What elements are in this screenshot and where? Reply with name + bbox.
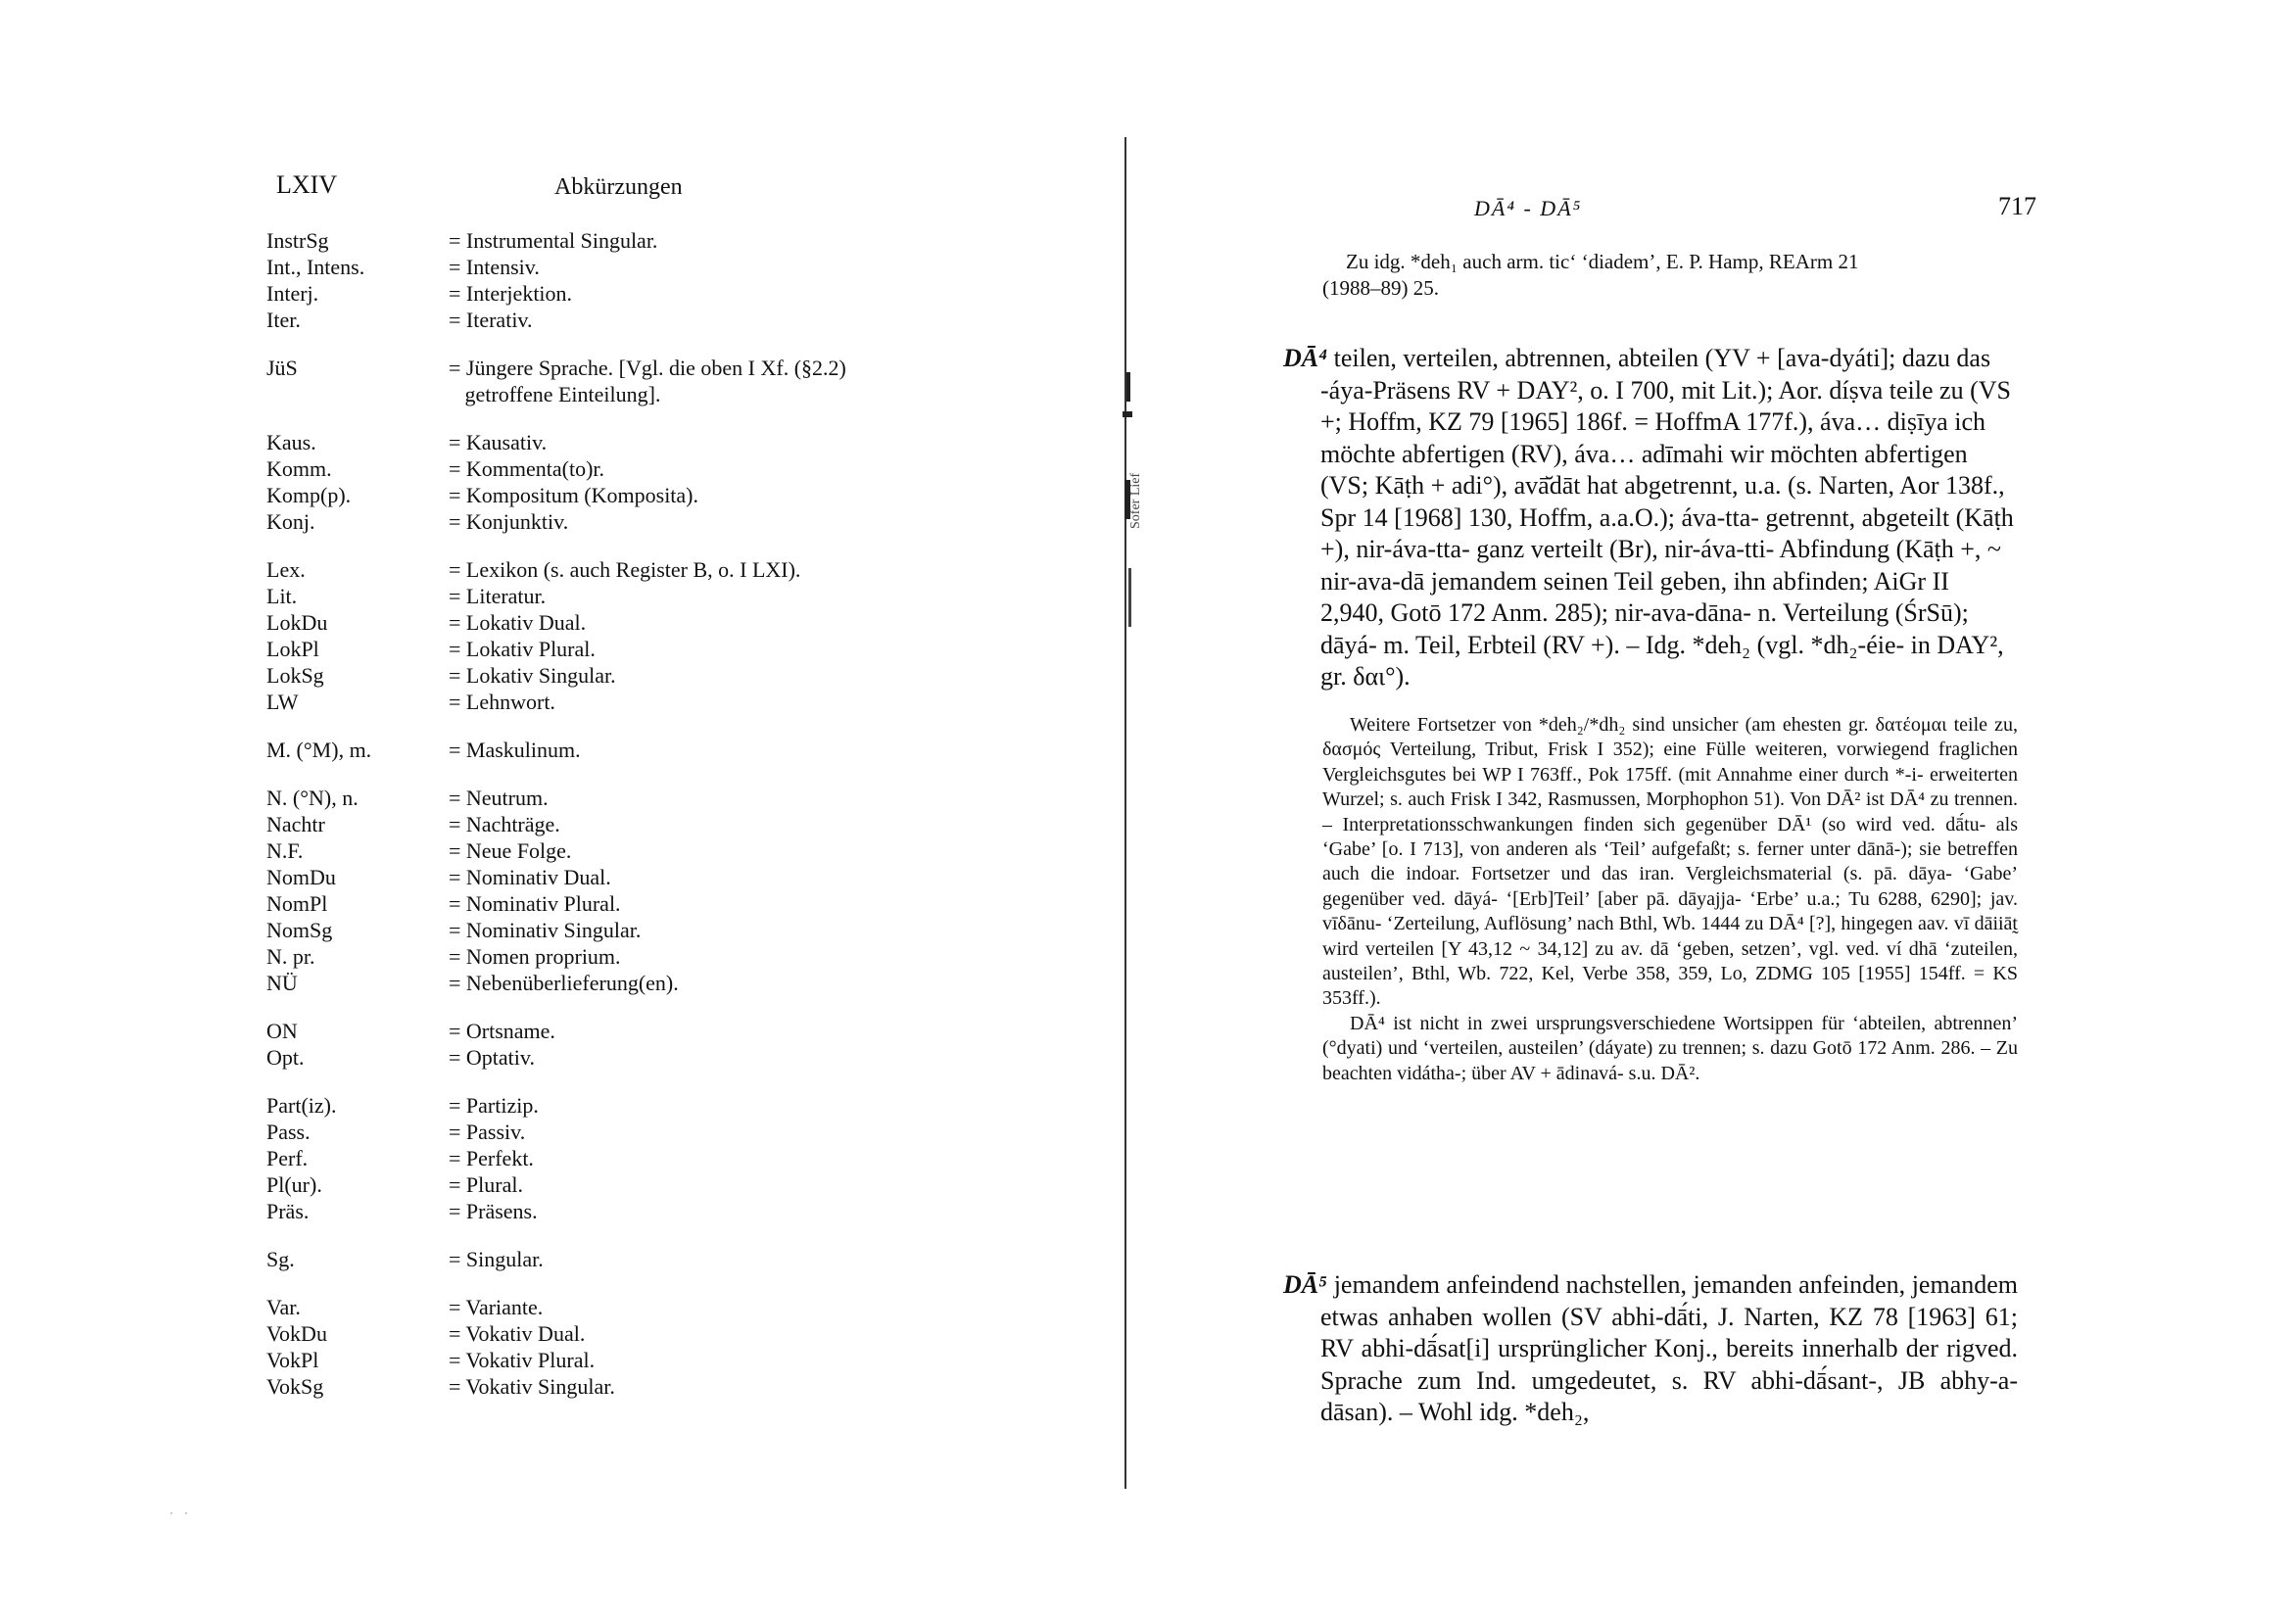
abbreviation-value: = Lokativ Singular. bbox=[449, 663, 616, 688]
abbreviation-value: = Optativ. bbox=[449, 1045, 535, 1070]
abbreviation-key: LokDu bbox=[266, 610, 328, 635]
abbreviation-value: = Lexikon (s. auch Register B, o. I LXI). bbox=[449, 557, 801, 582]
abbreviation-value: = Vokativ Singular. bbox=[449, 1374, 615, 1399]
abbreviation-key: N. (°N), n. bbox=[266, 786, 359, 810]
abbreviation-key: Opt. bbox=[266, 1045, 305, 1070]
abbreviation-key: Pass. bbox=[266, 1120, 311, 1144]
abbreviation-row bbox=[266, 381, 1011, 407]
gutter-bleed-text: Sofer Lief bbox=[1128, 472, 1143, 529]
abbreviation-row bbox=[266, 737, 1011, 763]
abbreviation-key: VokPl bbox=[266, 1348, 319, 1372]
abbreviation-row bbox=[266, 1246, 1011, 1272]
entry-da4-text: teilen, verteilen, abtrennen, abteilen (YV + [ava-dyáti]; dazu das -áya-Präsens RV + DAY², o. I 700, mit Lit.); Aor. díṣva teile zu (VS +; Hoffm, KZ 79 [1965] 186f. = HoffmA 177f.), áva… diṣīya ich möchte abfertigen (RV), áva… adīmahi wir möchten abfertigen (VS; Kāṭh + adi°), avā̆dāt hat abgetrennt, u.a. (s. Narten, Aor 138f., Spr 14 [1968] 130, Hoffm, a.a.O.); áva-tta- getrennt, abgeteilt (Kāṭh +), nir-áva-tta- ganz verteilt (Br), nir-áva-tti- Abfindung (Kāṭh +, ~ nir-ava-dā jemandem seinen Teil geben, ihn abfinden; AiGr II 2,940, Gotō 172 Anm. 285); nir-ava-dāna- n. Verteilung (ŚrSū); dāyá- m. Teil, Erbteil (RV +). – Idg. *deh₂ (vgl. *dh₂-éie- in DAY², gr. δαι°). bbox=[1320, 344, 2014, 691]
abbreviation-value: = Präsens. bbox=[449, 1199, 538, 1223]
scan-speck bbox=[167, 1508, 206, 1518]
abbreviation-row bbox=[266, 970, 1011, 996]
abbreviation-row bbox=[266, 636, 1011, 662]
entry-da5-lemma: DĀ⁵ bbox=[1283, 1270, 1328, 1299]
abbreviation-value: = Nominativ Plural. bbox=[449, 891, 621, 916]
preceding-note-line2: (1988–89) 25. bbox=[1322, 276, 1439, 300]
abbreviation-value: = Nomen proprium. bbox=[449, 944, 621, 969]
abbreviation-key: Interj. bbox=[266, 281, 319, 306]
gutter-line bbox=[1124, 137, 1126, 1489]
abbreviation-row bbox=[266, 609, 1011, 636]
abbreviation-key: NomPl bbox=[266, 891, 328, 916]
abbreviation-value: = Neutrum. bbox=[449, 786, 549, 810]
preceding-note-line1: Zu idg. *deh₁ auch arm. tic‘ ‘diadem’, E. P. Hamp, REArm 21 bbox=[1346, 250, 1859, 273]
abbreviation-key: LokPl bbox=[266, 637, 319, 661]
abbreviation-key: VokDu bbox=[266, 1321, 327, 1346]
abbreviation-row bbox=[266, 890, 1011, 917]
abbreviation-value: = Vokativ Dual. bbox=[449, 1321, 586, 1346]
abbreviation-row bbox=[266, 280, 1011, 307]
abbreviation-row bbox=[266, 1347, 1011, 1373]
abbreviation-value: = Kausativ. bbox=[449, 430, 548, 454]
abbreviation-value: = Lehnwort. bbox=[449, 690, 555, 714]
abbreviation-value: = Lokativ Dual. bbox=[449, 610, 587, 635]
abbreviation-row bbox=[266, 1145, 1011, 1171]
abbreviation-value: = Maskulinum. bbox=[449, 738, 581, 762]
abbreviation-row bbox=[266, 508, 1011, 535]
abbreviation-value: = Singular. bbox=[449, 1247, 544, 1271]
abbreviation-value: = Lokativ Plural. bbox=[449, 637, 596, 661]
abbreviation-key: InstrSg bbox=[266, 228, 329, 253]
abbreviation-key: NomDu bbox=[266, 865, 336, 889]
abbreviation-value: = Variante. bbox=[449, 1295, 544, 1319]
abbreviation-key: Konj. bbox=[266, 509, 315, 534]
abbreviation-table bbox=[266, 227, 1011, 1400]
abbreviation-row bbox=[266, 1171, 1011, 1198]
right-page-number: 717 bbox=[1998, 192, 2036, 220]
abbreviation-row bbox=[266, 689, 1011, 715]
abbreviation-value: = Ortsname. bbox=[449, 1019, 555, 1043]
abbreviation-row bbox=[266, 943, 1011, 970]
abbreviation-value: = Interjektion. bbox=[449, 281, 573, 306]
abbreviation-value: = Nachträge. bbox=[449, 812, 560, 836]
abbreviation-key: M. (°M), m. bbox=[266, 738, 372, 762]
abbreviation-key: Sg. bbox=[266, 1247, 295, 1271]
abbreviation-key: Komm. bbox=[266, 456, 332, 481]
left-page-title: Abkürzungen bbox=[554, 174, 683, 200]
abbreviation-key: Kaus. bbox=[266, 430, 316, 454]
abbreviation-key: Part(iz). bbox=[266, 1093, 337, 1118]
abbreviation-key: Lex. bbox=[266, 557, 306, 582]
abbreviation-key: NÜ bbox=[266, 971, 298, 995]
abbreviation-value: = Nebenüberlieferung(en). bbox=[449, 971, 679, 995]
abbreviation-key: JüS bbox=[266, 356, 298, 380]
abbreviation-row bbox=[266, 1320, 1011, 1347]
abbreviation-row bbox=[266, 1092, 1011, 1119]
abbreviation-value: = Vokativ Plural. bbox=[449, 1348, 596, 1372]
abbreviation-row bbox=[266, 227, 1011, 254]
left-page-number: LXIV bbox=[276, 170, 338, 199]
abbreviation-value: = Jüngere Sprache. [Vgl. die oben I Xf. (§2.2) bbox=[449, 356, 846, 380]
abbreviation-row bbox=[266, 811, 1011, 837]
abbreviation-key: Nachtr bbox=[266, 812, 325, 836]
abbreviation-row bbox=[266, 556, 1011, 583]
abbreviation-value: = Partizip. bbox=[449, 1093, 539, 1118]
entry-da5-text: jemandem anfeindend nachstellen, jemanden anfeinden, jemandem etwas anhaben wollen (SV abhi-dā́ti, J. Narten, KZ 78 [1963] 61; RV abhi-dā́sat[i] ursprünglicher Konj., bereits innerhalb der rigved. Sprache zum Ind. umgedeutet, s. RV abhi-dā́sant-, JB abhy-a-dāsan). – Wohl idg. *deh₂, bbox=[1320, 1270, 2018, 1426]
abbreviation-value: getroffene Einteilung]. bbox=[449, 382, 661, 406]
abbreviation-row bbox=[266, 662, 1011, 689]
abbreviation-value: = Literatur. bbox=[449, 584, 547, 608]
abbreviation-key: N. pr. bbox=[266, 944, 315, 969]
abbreviation-row bbox=[266, 917, 1011, 943]
abbreviation-value: = Passiv. bbox=[449, 1120, 526, 1144]
abbreviation-row bbox=[266, 1198, 1011, 1224]
abbreviation-row bbox=[266, 307, 1011, 333]
abbreviation-key: ON bbox=[266, 1019, 298, 1043]
abbreviation-key: Perf. bbox=[266, 1146, 309, 1170]
abbreviation-row bbox=[266, 254, 1011, 280]
abbreviation-key bbox=[266, 381, 449, 407]
entry-da4-lemma: DĀ⁴ bbox=[1283, 344, 1328, 372]
abbreviation-key: N.F. bbox=[266, 838, 304, 863]
abbreviation-row bbox=[266, 1119, 1011, 1145]
abbreviation-value: = Kompositum (Komposita). bbox=[449, 483, 699, 507]
entry-da4-notes bbox=[1322, 713, 2018, 1086]
abbreviation-row bbox=[266, 837, 1011, 864]
right-page bbox=[1156, 0, 2296, 1622]
entry-da4 bbox=[1283, 343, 2018, 693]
abbreviation-key: Int., Intens. bbox=[266, 255, 365, 279]
entry-da5 bbox=[1283, 1269, 2018, 1429]
abbreviation-key: LW bbox=[266, 690, 299, 714]
abbreviation-value: = Perfekt. bbox=[449, 1146, 534, 1170]
abbreviation-key: NomSg bbox=[266, 918, 333, 942]
entry-da4-note-paragraph-2: DĀ⁴ ist nicht in zwei ursprungsverschiedene Wortsippen für ‘abteilen, abtrennen’ (°dyati) und ‘verteilen, austeilen’ (dáyate) zu trennen; s. dazu Gotō 172 Anm. 286. – Zu beachten vidátha-; über AV + ādinavá- s.u. DĀ². bbox=[1322, 1012, 2018, 1084]
abbreviation-value: = Neue Folge. bbox=[449, 838, 572, 863]
abbreviation-row bbox=[266, 429, 1011, 455]
abbreviation-value: = Nominativ Dual. bbox=[449, 865, 611, 889]
abbreviation-row bbox=[266, 864, 1011, 890]
abbreviation-key: LokSg bbox=[266, 663, 324, 688]
abbreviation-value: = Kommenta(to)r. bbox=[449, 456, 605, 481]
abbreviation-value: = Konjunktiv. bbox=[449, 509, 569, 534]
abbreviation-row bbox=[266, 482, 1011, 508]
abbreviation-key: Iter. bbox=[266, 308, 301, 332]
abbreviation-row bbox=[266, 355, 1011, 381]
left-page bbox=[0, 0, 1126, 1622]
abbreviation-value: = Instrumental Singular. bbox=[449, 228, 658, 253]
abbreviation-value: = Nominativ Singular. bbox=[449, 918, 642, 942]
abbreviation-key: Präs. bbox=[266, 1199, 310, 1223]
abbreviation-row bbox=[266, 1294, 1011, 1320]
abbreviation-key: VokSg bbox=[266, 1374, 324, 1399]
running-head: DĀ⁴ - DĀ⁵ bbox=[1474, 196, 1583, 220]
abbreviation-key: Komp(p). bbox=[266, 483, 352, 507]
abbreviation-row bbox=[266, 1373, 1011, 1400]
abbreviation-row bbox=[266, 1044, 1011, 1071]
preceding-note bbox=[1322, 249, 2010, 302]
abbreviation-row bbox=[266, 1018, 1011, 1044]
abbreviation-value: = Iterativ. bbox=[449, 308, 533, 332]
abbreviation-key: Pl(ur). bbox=[266, 1172, 322, 1197]
abbreviation-value: = Intensiv. bbox=[449, 255, 540, 279]
abbreviation-row bbox=[266, 455, 1011, 482]
abbreviation-row bbox=[266, 583, 1011, 609]
abbreviation-row bbox=[266, 785, 1011, 811]
entry-da4-note-paragraph-1: Weitere Fortsetzer von *deh₂/*dh₂ sind unsicher (am ehesten gr. δατέομαι teile zu, δασμός Verteilung, Tribut, Frisk I 352); eine Fülle weiteren, vorwiegend fraglichen Vergleichsgutes bei WP I 763ff., Pok 175ff. (mit Annahme einer durch *-i- erweiterten Wurzel; s. auch Frisk I 342, Rasmussen, Morphophon 51). Von DĀ² ist DĀ⁴ zu trennen. – Interpretationsschwankungen finden sich gegenüber DĀ¹ (so wird ved. dā́tu- als ‘Gabe’ [o. I 713], von anderen als ‘Teil’ aufgefaßt; s. ferner unter dānā-); sie betreffen auch die indoar. Fortsetzer und das iran. Vergleichsmaterial (s. pā. dāya- ‘Gabe’ gegenüber ved. dāyá- ‘[Erb]Teil’ [aber pā. dāyajja- ‘Erbe’ u.a.; Tu 6288, 6290]; jav. vīδānu- ‘Zerteilung, Auflösung’ nach Bthl, Wb. 1444 zu DĀ⁴ [?], hingegen aav. vī dāiiāt̰ wird verteilen [Y 43,12 ~ 34,12] zu av. dā ‘geben, setzen’, vgl. ved. ví dhā ‘zuteilen, austeilen’, Bthl, Wb. 722, Kel, Verbe 358, 359, Lo, ZDMG 105 [1955] 154ff. = KS 353ff.). bbox=[1322, 714, 2018, 1010]
abbreviation-key: Lit. bbox=[266, 584, 298, 608]
abbreviation-value: = Plural. bbox=[449, 1172, 523, 1197]
abbreviation-key: Var. bbox=[266, 1295, 301, 1319]
